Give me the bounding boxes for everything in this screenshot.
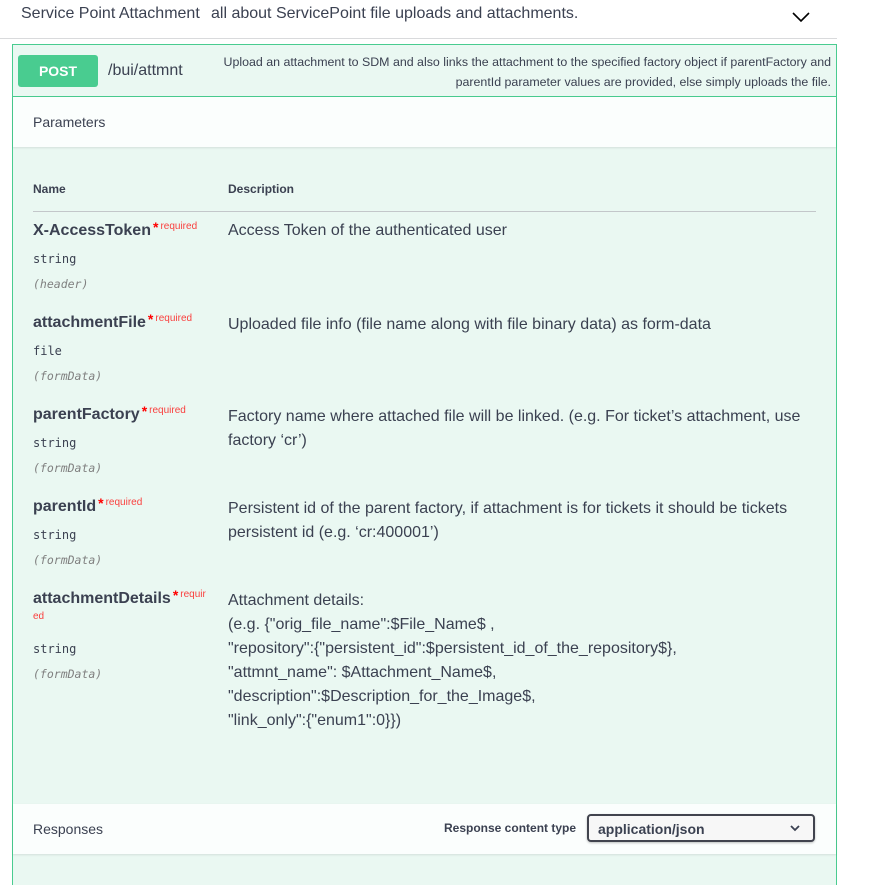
description-line: Uploaded file info (file name along with file binary data) as form-data	[228, 316, 711, 333]
description-line: factory ‘cr’)	[228, 432, 307, 449]
description-line: persistent id (e.g. ‘cr:400001’)	[228, 524, 439, 541]
description-line: Attachment details:	[228, 592, 365, 609]
chevron-down-icon[interactable]	[790, 6, 812, 28]
method-badge[interactable]: POST	[18, 55, 98, 87]
parameter-name-text: parentId	[33, 498, 97, 515]
parameter-name	[33, 495, 143, 516]
parameter-type: string	[33, 528, 77, 542]
parameter-type: string	[33, 252, 77, 266]
parameter-description	[228, 497, 818, 545]
required-label: requir	[180, 589, 206, 600]
required-label-wrap: ed	[33, 611, 45, 622]
parameter-in: (formData)	[33, 369, 103, 383]
responses-title: Responses	[33, 821, 104, 837]
parameter-in: (formData)	[33, 461, 103, 475]
response-content-type-label: Response content type	[444, 821, 577, 835]
parameter-name-text: parentFactory	[33, 406, 140, 423]
description-line: "link_only":{"enum1":0}})	[228, 712, 402, 729]
column-name-header: Name	[33, 182, 66, 196]
required-star: *	[98, 495, 104, 511]
parameter-type: string	[33, 436, 77, 450]
description-line: "description":$Description_for_the_Image$,	[228, 688, 536, 705]
parameter-in: (header)	[33, 277, 89, 291]
required-star: *	[172, 587, 179, 603]
tag-description: all about ServicePoint file uploads and attachments.	[211, 5, 579, 22]
column-description-header: Description	[228, 182, 295, 196]
parameter-name	[33, 587, 206, 608]
required-label: required	[155, 313, 193, 324]
parameter-description	[228, 313, 818, 337]
parameter-name	[33, 403, 186, 424]
summary-line: parentId parameter values are provided, else simply uploads the file.	[455, 75, 831, 89]
parameter-description	[228, 405, 818, 453]
description-line: Persistent id of the parent factory, if attachment is for tickets it should be tickets	[228, 500, 788, 517]
required-label: required	[160, 221, 198, 232]
parameter-name-text: attachmentFile	[33, 314, 146, 331]
parameter-name	[33, 311, 193, 332]
parameter-description	[228, 589, 818, 733]
description-line: "attmnt_name": $Attachment_Name$,	[228, 664, 497, 681]
description-line: Factory name where attached file will be linked. (e.g. For ticket’s attachment, use	[228, 408, 801, 425]
tag-name[interactable]: Service Point Attachment	[21, 5, 200, 22]
responses-header	[13, 804, 836, 854]
required-star: *	[141, 403, 148, 419]
operation-block	[12, 44, 837, 885]
required-star: *	[147, 311, 154, 327]
parameters-header	[13, 97, 836, 147]
description-line: (e.g. {"orig_file_name":$File_Name$ ,	[228, 616, 495, 633]
required-star: *	[152, 219, 159, 235]
parameter-name-text: X-AccessToken	[33, 222, 151, 239]
parameter-name-text: attachmentDetails	[33, 590, 171, 607]
parameter-name	[33, 219, 198, 240]
parameter-type: string	[33, 642, 77, 656]
parameter-description	[228, 219, 818, 243]
required-label: required	[105, 497, 143, 508]
response-content-type-value: application/json	[598, 821, 705, 837]
response-content-type-select[interactable]	[587, 814, 815, 842]
description-line: "repository":{"persistent_id":$persistent_id_of_the_repository$},	[228, 640, 677, 657]
parameter-in: (formData)	[33, 667, 103, 681]
required-label: required	[149, 405, 186, 416]
summary-line: Upload an attachment to SDM and also links the attachment to the specified factory object if parentFactory and	[223, 55, 831, 69]
tag-header[interactable]	[0, 0, 837, 39]
operation-summary[interactable]	[13, 45, 836, 97]
parameter-type: file	[33, 344, 62, 358]
operation-summary-text	[193, 52, 831, 92]
header-divider	[33, 211, 816, 212]
operation-path[interactable]: /bui/attmnt	[108, 62, 183, 79]
description-line: Access Token of the authenticated user	[228, 222, 507, 239]
chevron-down-icon	[789, 822, 801, 834]
parameters-title: Parameters	[33, 114, 106, 130]
parameter-in: (formData)	[33, 553, 103, 567]
